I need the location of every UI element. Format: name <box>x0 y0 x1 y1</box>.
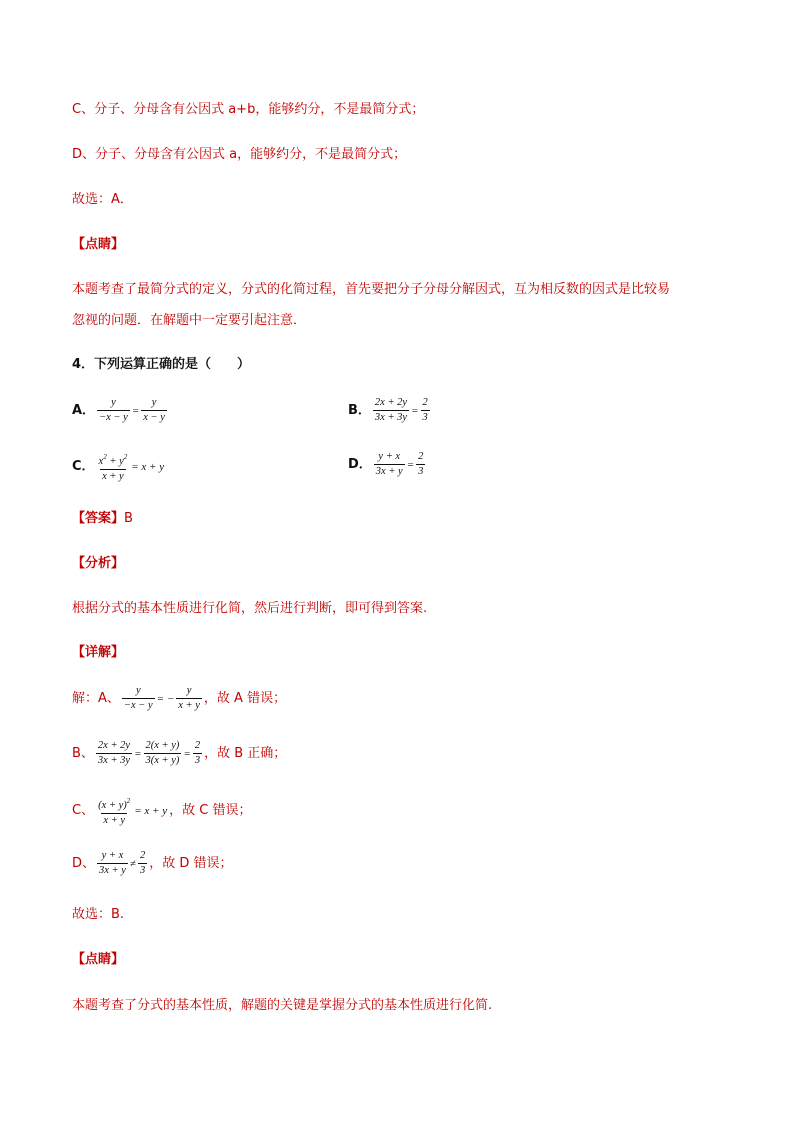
numerator-x: x <box>98 456 104 467</box>
fraction-numerator: y + x <box>101 850 124 861</box>
fraction-numerator: 2x + 2y <box>97 740 131 751</box>
fraction-denominator: 3 <box>422 412 428 423</box>
solution-a-suffix: ，故 A 错误； <box>203 690 287 706</box>
option-b-rhs-fraction <box>421 397 430 424</box>
fraction-numerator <box>97 451 130 469</box>
analysis-text: 根据分式的基本性质进行化简，然后进行判断，即可得到答案. <box>72 601 428 616</box>
solution-a-rhs-fraction <box>176 685 202 712</box>
option-c <box>72 451 164 483</box>
fraction-numerator: 2(x + y) <box>145 740 180 751</box>
exponent: 2 <box>103 453 107 461</box>
solution-c-suffix: ，故 C 错误； <box>169 803 252 818</box>
equation-rhs: = x + y <box>131 461 165 473</box>
solution-d-prefix: D、 <box>72 855 96 871</box>
option-c-label: C． <box>72 459 95 474</box>
reason-c: C、分子、分母含有公因式 a+b，能够约分，不是最简分式； <box>72 102 425 117</box>
fraction-denominator: x + y <box>178 700 200 711</box>
option-b-label: B． <box>348 402 371 418</box>
solution-b <box>72 740 286 767</box>
equals-sign: = <box>131 404 140 417</box>
option-b-lhs-fraction <box>373 397 409 424</box>
fraction-denominator: x − y <box>143 412 165 423</box>
numerator-y: y <box>119 456 124 467</box>
fraction-denominator: 3 <box>194 755 201 766</box>
summary-line-1: 本题考查了最简分式的定义，分式的化简过程，首先要把分子分母分解因式，互为相反数的因式是比较易 <box>72 282 671 297</box>
numerator-base: (x + y) <box>98 800 127 811</box>
option-c-lhs-fraction <box>97 451 130 483</box>
solution-a-prefix: 解：A、 <box>72 690 120 706</box>
answer-label: 【答案】 <box>72 511 125 526</box>
fraction-denominator: x + y <box>102 471 124 482</box>
fraction-denominator: 3 <box>418 466 424 477</box>
summary-line-3: 本题考查了分式的基本性质，解题的关键是掌握分式的基本性质进行化简. <box>72 998 493 1013</box>
answer-value: B <box>124 511 133 526</box>
equals-minus-sign: = − <box>156 692 175 705</box>
option-d-lhs-fraction <box>374 451 405 478</box>
analysis-heading: 【分析】 <box>72 556 125 571</box>
solution-b-rhs-fraction <box>193 740 202 767</box>
fraction-numerator: y + x <box>378 451 401 462</box>
fraction-denominator: −x − y <box>123 700 153 711</box>
reason-d: D、分子、分母含有公因式 a，能够约分，不是最简分式； <box>72 147 407 162</box>
fraction-denominator: 3 <box>139 865 146 876</box>
fraction-numerator <box>96 795 132 813</box>
choose-line-2: 故选：B. <box>72 907 125 922</box>
exponent: 2 <box>123 453 128 461</box>
equals-sign: = <box>134 747 142 760</box>
solution-b-mid-fraction <box>144 740 182 767</box>
solution-b-prefix: B、 <box>72 745 94 761</box>
exponent: 2 <box>126 797 131 805</box>
fraction-denominator: 3x + y <box>375 466 403 477</box>
solution-d-lhs-fraction <box>97 850 128 877</box>
solution-a-lhs-fraction <box>122 685 155 712</box>
fraction-denominator: 3x + y <box>99 865 126 876</box>
dianjing-heading-2: 【点睛】 <box>72 952 125 967</box>
fraction-numerator: 2x + 2y <box>374 397 408 408</box>
solution-b-lhs-fraction <box>96 740 132 767</box>
fraction-numerator: y <box>186 685 192 696</box>
choose-line-1: 故选：A． <box>72 192 133 207</box>
solution-d <box>72 850 233 877</box>
solution-c-prefix: C、 <box>72 803 95 818</box>
fraction-denominator: 3(x + y) <box>145 755 180 766</box>
option-d-label: D． <box>348 456 372 472</box>
solution-b-suffix: ，故 B 正确； <box>204 745 287 761</box>
question-4-title: 4．下列运算正确的是（ ） <box>72 357 251 372</box>
option-a <box>72 397 167 424</box>
solution-c <box>72 795 251 827</box>
equation-rhs: = x + y <box>134 805 168 817</box>
plus-sign: + <box>106 456 120 467</box>
fraction-numerator: 2 <box>139 850 146 861</box>
fraction-denominator: x + y <box>103 815 125 826</box>
fraction-numerator: y <box>135 685 141 696</box>
solution-d-suffix: ，故 D 错误； <box>149 855 233 871</box>
fraction-numerator: y <box>111 397 116 408</box>
fraction-denominator: −x − y <box>99 412 128 423</box>
option-d <box>348 451 425 478</box>
option-d-rhs-fraction <box>416 451 425 478</box>
solution-c-lhs-fraction <box>96 795 132 827</box>
fraction-numerator: 2 <box>194 740 201 751</box>
solution-a <box>72 685 286 712</box>
fraction-denominator: 3x + 3y <box>97 755 131 766</box>
equals-sign: = <box>406 458 415 471</box>
fraction-numerator: y <box>151 397 157 408</box>
equals-sign: = <box>183 747 191 760</box>
detail-heading: 【详解】 <box>72 645 125 660</box>
not-equal-sign: ≠ <box>129 857 136 870</box>
option-a-rhs-fraction <box>141 397 167 424</box>
answer-line <box>72 510 133 528</box>
fraction-denominator: 3x + 3y <box>374 412 408 423</box>
option-a-label: A． <box>72 402 96 418</box>
fraction-numerator: 2 <box>422 397 428 408</box>
dianjing-heading-1: 【点睛】 <box>72 237 125 252</box>
equals-sign: = <box>411 404 419 417</box>
fraction-numerator: 2 <box>418 451 424 462</box>
solution-d-rhs-fraction <box>138 850 147 877</box>
option-a-lhs-fraction <box>97 397 130 424</box>
summary-line-2: 忽视的问题．在解题中一定要引起注意． <box>72 313 307 328</box>
option-b <box>348 397 430 424</box>
